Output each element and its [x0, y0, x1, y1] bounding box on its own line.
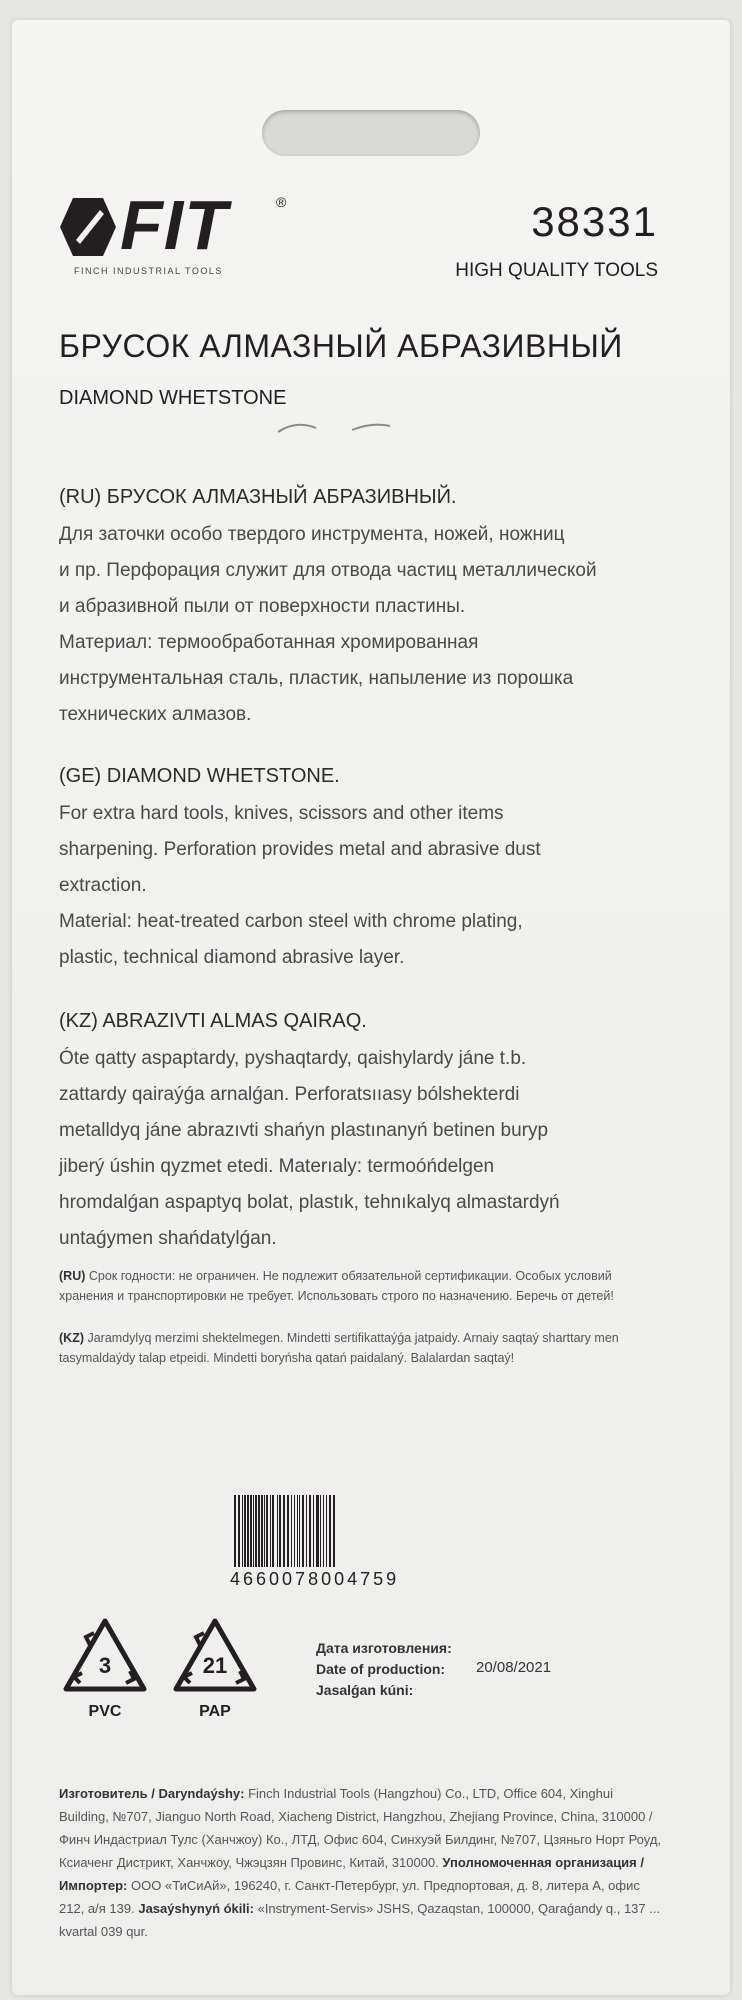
- section-body: [59, 1041, 679, 1257]
- representative-label: Jasaýshynyń ókili:: [138, 1901, 254, 1916]
- section-heading: (GE) DIAMOND WHETSTONE.: [59, 765, 340, 787]
- logo-hex-icon: [58, 196, 118, 258]
- section-body: [59, 796, 679, 976]
- product-title-en: DIAMOND WHETSTONE: [59, 387, 287, 409]
- barcode-bar: [279, 1495, 281, 1567]
- production-label-ru: Дата изготовления:: [316, 1640, 452, 1656]
- recycling-symbol-pap: [170, 1615, 260, 1725]
- recycle-label: PVC: [88, 1703, 122, 1720]
- product-title-ru: БРУСОК АЛМАЗНЫЙ АБРАЗИВНЫЙ: [59, 328, 623, 364]
- production-label-en: Date of production:: [316, 1661, 446, 1677]
- text-line: For extra hard tools, knives, scissors and other items: [59, 803, 504, 824]
- barcode-bar: [302, 1495, 304, 1567]
- text-line: Для заточки особо твердого инструмента, ножей, ножниц: [59, 524, 565, 545]
- scratch-mark: [276, 420, 320, 436]
- barcode-bar: [266, 1495, 268, 1567]
- barcode-bar: [291, 1495, 292, 1567]
- barcode-bar: [255, 1495, 257, 1567]
- barcode-bar: [250, 1495, 252, 1567]
- text-line: и абразивной пыли от поверхности пластины.: [59, 596, 466, 617]
- barcode-bar: [270, 1495, 271, 1567]
- barcode-bar: [323, 1495, 324, 1567]
- logo-wordmark: FIT: [120, 186, 228, 264]
- note-tag: (RU): [59, 1269, 86, 1283]
- barcode-bar: [244, 1495, 246, 1567]
- representative-text: «Instryment-Servis» JSHS, Qazaqstan, 100000, Qaraǵandy q., 137 ... kvartal 039 qur.: [59, 1901, 661, 1939]
- barcode-bar: [294, 1495, 295, 1567]
- barcode-bar: [247, 1495, 249, 1567]
- barcode-bar: [320, 1495, 321, 1567]
- recycle-code: 3: [98, 1653, 112, 1678]
- section-heading: (RU) БРУСОК АЛМАЗНЫЙ АБРАЗИВНЫЙ.: [59, 486, 457, 508]
- text-line: Material: heat-treated carbon steel with chrome plating,: [59, 911, 523, 932]
- hang-hole: [262, 110, 480, 156]
- barcode-bar: [272, 1495, 274, 1567]
- barcode-bar: [261, 1495, 263, 1567]
- logo-tagline: FINCH INDUSTRIAL TOOLS: [74, 266, 223, 276]
- barcode-bar: [297, 1495, 298, 1567]
- text-line: Óte qatty aspaptardy, pyshaqtardy, qaishylardy jáne t.b.: [59, 1048, 527, 1069]
- barcode-bar: [316, 1495, 319, 1567]
- recycling-symbol-pvc: [60, 1615, 150, 1725]
- barcode-bar: [264, 1495, 265, 1567]
- text-line: metalldyq jáne abrazıvti shańyn plastınanyń betinen buryp: [59, 1120, 549, 1141]
- production-labels: [316, 1638, 452, 1701]
- text-line: sharpening. Perforation provides metal and abrasive dust: [59, 839, 541, 860]
- recycle-code: 21: [202, 1653, 228, 1678]
- manufacturer-label: Изготовитель / Daryndaýshy:: [59, 1786, 245, 1801]
- barcode-bar: [333, 1495, 335, 1567]
- barcode-bar: [306, 1495, 307, 1567]
- text-line: plastic, technical diamond abrasive layer.: [59, 947, 405, 968]
- text-line: untaǵymen shańdatylǵan.: [59, 1228, 277, 1249]
- note-ru: [59, 1266, 665, 1306]
- text-line: zattardy qairaýǵa arnalǵan. Perforatsııasy bólshekterdi: [59, 1084, 520, 1105]
- barcode-block: [230, 1495, 480, 1590]
- recycle-label: PAP: [199, 1703, 231, 1720]
- barcode-bar: [258, 1495, 260, 1567]
- text-line: инструментальная сталь, пластик, напыление из порошка: [59, 668, 574, 689]
- text-line: hromdalǵan aspaptyq bolat, plastık, tehnıkalyq almastardyń: [59, 1192, 560, 1213]
- note-tag: (KZ): [59, 1331, 84, 1345]
- note-kz: [59, 1328, 665, 1368]
- brand-logo: [58, 186, 298, 276]
- section-heading: (KZ) ABRAZIVTI ALMAS QAIRAQ.: [59, 1010, 367, 1032]
- text-line: технических алмазов.: [59, 704, 252, 725]
- barcode-bar: [329, 1495, 331, 1567]
- registered-mark: ®: [276, 194, 287, 210]
- section-ru: [59, 486, 679, 733]
- text-line: jiberý úshin qyzmet etedi. Materıaly: termoóńdelgen: [59, 1156, 495, 1177]
- section-body: [59, 517, 679, 733]
- barcode-bar: [299, 1495, 300, 1567]
- barcode-bar: [238, 1495, 240, 1567]
- barcode-image: [230, 1495, 480, 1567]
- note-text: Срок годности: не ограничен. Не подлежит обязательной сертификации. Особых условий хранения и транспортировки не требует. Использовать строго по назначению. Беречь от детей!: [59, 1269, 614, 1303]
- quality-slogan: HIGH QUALITY TOOLS: [455, 260, 658, 281]
- barcode-bar: [234, 1495, 236, 1567]
- barcode-number: 4660078004759: [230, 1569, 400, 1589]
- barcode-bar: [242, 1495, 243, 1567]
- barcode-bar: [253, 1495, 254, 1567]
- manufacturer-text: Finch Industrial Tools (Hangzhou) Co., LTD, Office 604, Xinghui Building, №707, Jianguo North Road, Xiacheng District, Hangzhou, Zhejiang Province, China, 310000 / Финч Индастриал Тулс (Ханчжоу) Ко., ЛТД, Офис 604, Синхуэй Билдинг, №707, Цзяньго Норт Роуд, Ксиаченг Дистрикт, Ханчжоу, Чжэцзян Провинс, Китай, 310000.: [59, 1786, 662, 1870]
- barcode-bar: [277, 1495, 278, 1567]
- production-label-kz: Jasalǵan kúni:: [316, 1682, 414, 1698]
- text-line: extraction.: [59, 875, 147, 896]
- importer-text: ООО «ТиСиАй», 196240, г. Санкт-Петербург, ул. Предпортовая, д. 8, литера А, офис 212, а/я 139.: [59, 1878, 640, 1916]
- barcode-bar: [313, 1495, 314, 1567]
- production-date: 20/08/2021: [476, 1659, 552, 1676]
- scratch-mark: [350, 420, 394, 436]
- barcode-bar: [309, 1495, 311, 1567]
- barcode-bar: [283, 1495, 285, 1567]
- text-line: Материал: термообработанная хромированная: [59, 632, 479, 653]
- section-ge: [59, 765, 679, 976]
- text-line: и пр. Перфорация служит для отвода частиц металлической: [59, 560, 597, 581]
- barcode-bar: [287, 1495, 289, 1567]
- section-kz: [59, 1010, 679, 1257]
- manufacturer-info: [59, 1782, 665, 1943]
- product-code: 38331: [531, 198, 658, 245]
- importer-label: Уполномоченная организация / Импортер:: [59, 1855, 644, 1893]
- note-text: Jaramdylyq merzimi shektelmegen. Mindetti sertifikattaýǵa jatpaidy. Arnaiy saqtaý sharttary men tasymaldaýdy talap etpeidi. Mindetti boryńsha qatań paidalaný. Balalardan saqtaý!: [59, 1331, 619, 1365]
- barcode-bar: [326, 1495, 327, 1567]
